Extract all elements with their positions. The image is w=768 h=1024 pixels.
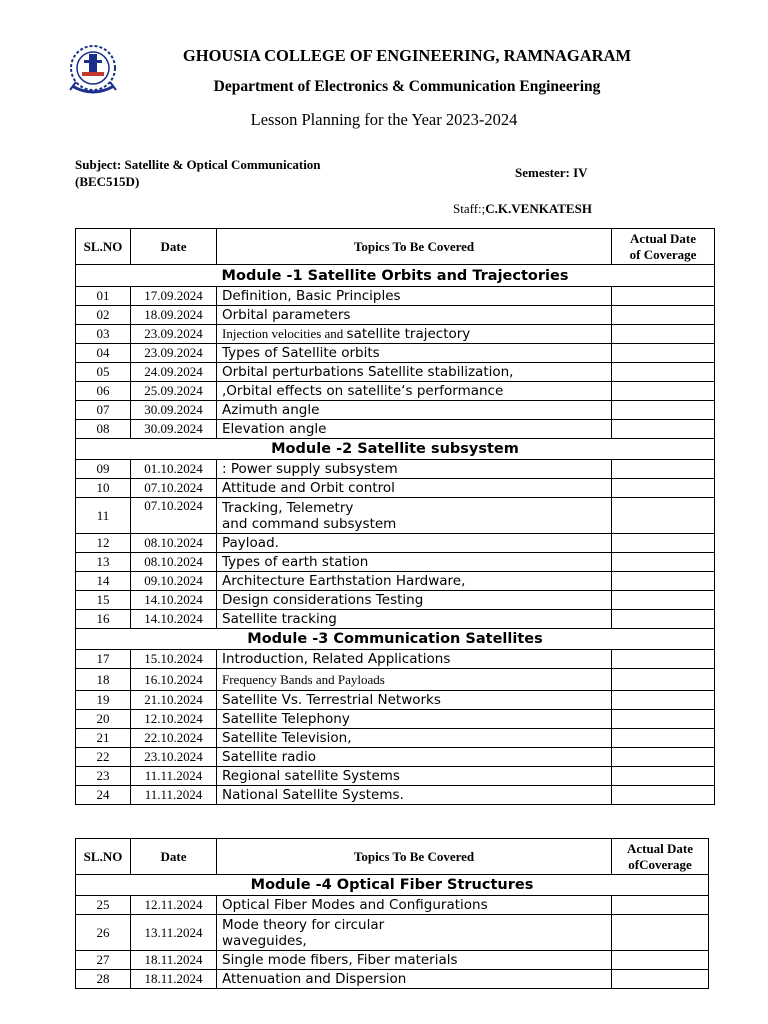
actual-cell: [612, 748, 715, 767]
header-date: Date: [131, 839, 217, 875]
date-cell: 18.11.2024: [131, 951, 217, 970]
topic-line-1: Mode theory for circular: [222, 916, 385, 933]
table-row: [76, 287, 715, 306]
sl-cell: 02: [76, 306, 131, 325]
header-sl: SL.NO: [76, 839, 131, 875]
header-actual: [612, 839, 709, 875]
date-cell: 08.10.2024: [131, 553, 217, 572]
department-name: Department of Electronics & Communication Engineering: [213, 78, 601, 95]
subject-info: [75, 156, 395, 190]
header-actual-l1: Actual Date: [629, 230, 697, 246]
sl-cell: 18: [76, 669, 131, 691]
header-actual-l2: ofCoverage: [628, 856, 692, 872]
actual-cell: [612, 382, 715, 401]
topic-cell: [217, 325, 612, 344]
date-cell: 16.10.2024: [131, 669, 217, 691]
module-2-title: Module -2 Satellite subsystem: [76, 439, 715, 460]
actual-cell: [612, 767, 715, 786]
module-row: [76, 875, 709, 896]
topic-cell: Payload.: [217, 534, 612, 553]
sl-cell: 27: [76, 951, 131, 970]
topic-cell: Design considerations Testing: [217, 591, 612, 610]
table-row: [76, 363, 715, 382]
subject-code: (BEC515D): [75, 174, 140, 189]
actual-cell: [612, 287, 715, 306]
topic-cell: Satellite Vs. Terrestrial Networks: [217, 691, 612, 710]
staff-label: Staff:;: [453, 201, 486, 216]
actual-cell: [612, 344, 715, 363]
table-row: [76, 767, 715, 786]
topic-cell: National Satellite Systems.: [217, 786, 612, 805]
actual-cell: [612, 915, 709, 951]
header-topics: Topics To Be Covered: [217, 229, 612, 265]
table-row: [76, 951, 709, 970]
date-cell: 23.09.2024: [131, 344, 217, 363]
sl-cell: 15: [76, 591, 131, 610]
date-cell: 30.09.2024: [131, 401, 217, 420]
header-actual: [612, 229, 715, 265]
topic-cell: Frequency Bands and Payloads: [217, 669, 612, 691]
topic-cell: Satellite Telephony: [217, 710, 612, 729]
staff: [453, 201, 592, 217]
sl-cell: 14: [76, 572, 131, 591]
sl-cell: 26: [76, 915, 131, 951]
actual-cell: [612, 729, 715, 748]
date-cell: 23.09.2024: [131, 325, 217, 344]
topic-cell: Optical Fiber Modes and Configurations: [217, 896, 612, 915]
actual-cell: [612, 460, 715, 479]
actual-cell: [612, 951, 709, 970]
actual-cell: [612, 363, 715, 382]
header-sl: SL.NO: [76, 229, 131, 265]
table-row: [76, 325, 715, 344]
sl-cell: 16: [76, 610, 131, 629]
topic-line-2: waveguides,: [222, 932, 307, 949]
actual-cell: [612, 306, 715, 325]
date-cell: 15.10.2024: [131, 650, 217, 669]
topic-cell: Single mode fibers, Fiber materials: [217, 951, 612, 970]
table-row: [76, 691, 715, 710]
subject-line: Subject: Satellite & Optical Communication: [75, 157, 321, 172]
date-cell: 25.09.2024: [131, 382, 217, 401]
actual-cell: [612, 610, 715, 629]
table-row: [76, 591, 715, 610]
table-row: [76, 420, 715, 439]
date-cell: 09.10.2024: [131, 572, 217, 591]
table-row: [76, 915, 709, 951]
module-3-title: Module -3 Communication Satellites: [76, 629, 715, 650]
date-cell: 17.09.2024: [131, 287, 217, 306]
topic-cell: Architecture Earthstation Hardware,: [217, 572, 612, 591]
topic-part-b: satellite trajectory: [346, 326, 471, 342]
topic-cell: Definition, Basic Principles: [217, 287, 612, 306]
module-1-title: Module -1 Satellite Orbits and Trajectories: [76, 265, 715, 287]
topic-cell: Satellite tracking: [217, 610, 612, 629]
date-cell: 18.09.2024: [131, 306, 217, 325]
actual-cell: [612, 325, 715, 344]
sl-cell: 28: [76, 970, 131, 989]
topic-line-2: and command subsystem: [222, 515, 397, 532]
sl-cell: 21: [76, 729, 131, 748]
semester: Semester: IV: [515, 165, 588, 180]
date-cell: 11.11.2024: [131, 786, 217, 805]
table-row: [76, 729, 715, 748]
sl-cell: 20: [76, 710, 131, 729]
date-cell: 22.10.2024: [131, 729, 217, 748]
sl-cell: 04: [76, 344, 131, 363]
actual-cell: [612, 553, 715, 572]
table-row: [76, 786, 715, 805]
sl-cell: 10: [76, 479, 131, 498]
module-row: [76, 265, 715, 287]
table-row: [76, 382, 715, 401]
sl-cell: 01: [76, 287, 131, 306]
topic-cell: Satellite Television,: [217, 729, 612, 748]
actual-cell: [612, 498, 715, 534]
date-cell: 01.10.2024: [131, 460, 217, 479]
table-row: [76, 748, 715, 767]
sl-cell: 24: [76, 786, 131, 805]
lesson-table-2: [75, 838, 709, 989]
module-4-title: Module -4 Optical Fiber Structures: [76, 875, 709, 896]
sl-cell: 25: [76, 896, 131, 915]
topic-cell: : Power supply subsystem: [217, 460, 612, 479]
actual-cell: [612, 669, 715, 691]
actual-cell: [612, 786, 715, 805]
sl-cell: 13: [76, 553, 131, 572]
table-row: [76, 710, 715, 729]
table-row: [76, 970, 709, 989]
topic-cell: [217, 915, 612, 951]
actual-cell: [612, 896, 709, 915]
actual-cell: [612, 710, 715, 729]
topic-cell: Satellite radio: [217, 748, 612, 767]
topic-cell: Regional satellite Systems: [217, 767, 612, 786]
sl-cell: 11: [76, 498, 131, 534]
sl-cell: 05: [76, 363, 131, 382]
topic-cell: Orbital parameters: [217, 306, 612, 325]
table-row: [76, 650, 715, 669]
date-cell: 24.09.2024: [131, 363, 217, 382]
sl-cell: 17: [76, 650, 131, 669]
header-date: Date: [131, 229, 217, 265]
staff-name: C.K.VENKATESH: [485, 201, 592, 216]
sl-cell: 08: [76, 420, 131, 439]
topic-cell: [217, 498, 612, 534]
actual-cell: [612, 970, 709, 989]
date-cell: 18.11.2024: [131, 970, 217, 989]
table-header-row: [76, 839, 709, 875]
table-row: [76, 896, 709, 915]
module-row: [76, 439, 715, 460]
actual-cell: [612, 591, 715, 610]
plan-title: Lesson Planning for the Year 2023-2024: [250, 110, 518, 129]
actual-cell: [612, 420, 715, 439]
topic-cell: Attenuation and Dispersion: [217, 970, 612, 989]
date-cell: 11.11.2024: [131, 767, 217, 786]
topic-cell: Types of Satellite orbits: [217, 344, 612, 363]
table-row: [76, 460, 715, 479]
topic-cell: Introduction, Related Applications: [217, 650, 612, 669]
actual-cell: [612, 691, 715, 710]
table-row: [76, 344, 715, 363]
header-actual-l2: of Coverage: [629, 246, 697, 262]
sl-cell: 23: [76, 767, 131, 786]
table-row: [76, 610, 715, 629]
table-row: [76, 498, 715, 534]
lesson-table-1: [75, 228, 715, 805]
actual-cell: [612, 650, 715, 669]
topic-cell: Types of earth station: [217, 553, 612, 572]
table-row: [76, 669, 715, 691]
actual-cell: [612, 401, 715, 420]
actual-cell: [612, 534, 715, 553]
date-cell: 14.10.2024: [131, 610, 217, 629]
date-cell: 08.10.2024: [131, 534, 217, 553]
table-row: [76, 572, 715, 591]
date-cell: 12.10.2024: [131, 710, 217, 729]
actual-cell: [612, 479, 715, 498]
actual-cell: [612, 572, 715, 591]
topic-cell: Azimuth angle: [217, 401, 612, 420]
date-cell: 21.10.2024: [131, 691, 217, 710]
module-row: [76, 629, 715, 650]
header-topics: Topics To Be Covered: [217, 839, 612, 875]
topic-cell: Orbital perturbations Satellite stabilization,: [217, 363, 612, 382]
date-cell: 23.10.2024: [131, 748, 217, 767]
table-row: [76, 534, 715, 553]
sl-cell: 12: [76, 534, 131, 553]
topic-cell: Elevation angle: [217, 420, 612, 439]
sl-cell: 19: [76, 691, 131, 710]
date-cell: 14.10.2024: [131, 591, 217, 610]
date-cell: 07.10.2024: [131, 479, 217, 498]
sl-cell: 06: [76, 382, 131, 401]
date-cell: 30.09.2024: [131, 420, 217, 439]
date-cell: 13.11.2024: [131, 915, 217, 951]
date-cell: 07.10.2024: [131, 498, 217, 534]
table-header-row: [76, 229, 715, 265]
topic-cell: ,Orbital effects on satellite‘s performance: [217, 382, 612, 401]
date-cell: 12.11.2024: [131, 896, 217, 915]
sl-cell: 07: [76, 401, 131, 420]
sl-cell: 03: [76, 325, 131, 344]
college-name: GHOUSIA COLLEGE OF ENGINEERING, RAMNAGARAM: [182, 46, 632, 65]
table-row: [76, 553, 715, 572]
table-row: [76, 401, 715, 420]
sl-cell: 22: [76, 748, 131, 767]
topic-cell: Attitude and Orbit control: [217, 479, 612, 498]
header-actual-l1: Actual Date: [626, 840, 694, 856]
table-row: [76, 306, 715, 325]
table-row: [76, 479, 715, 498]
topic-line-1: Tracking, Telemetry: [222, 499, 354, 516]
topic-part-a: Injection velocities and: [222, 326, 347, 341]
sl-cell: 09: [76, 460, 131, 479]
